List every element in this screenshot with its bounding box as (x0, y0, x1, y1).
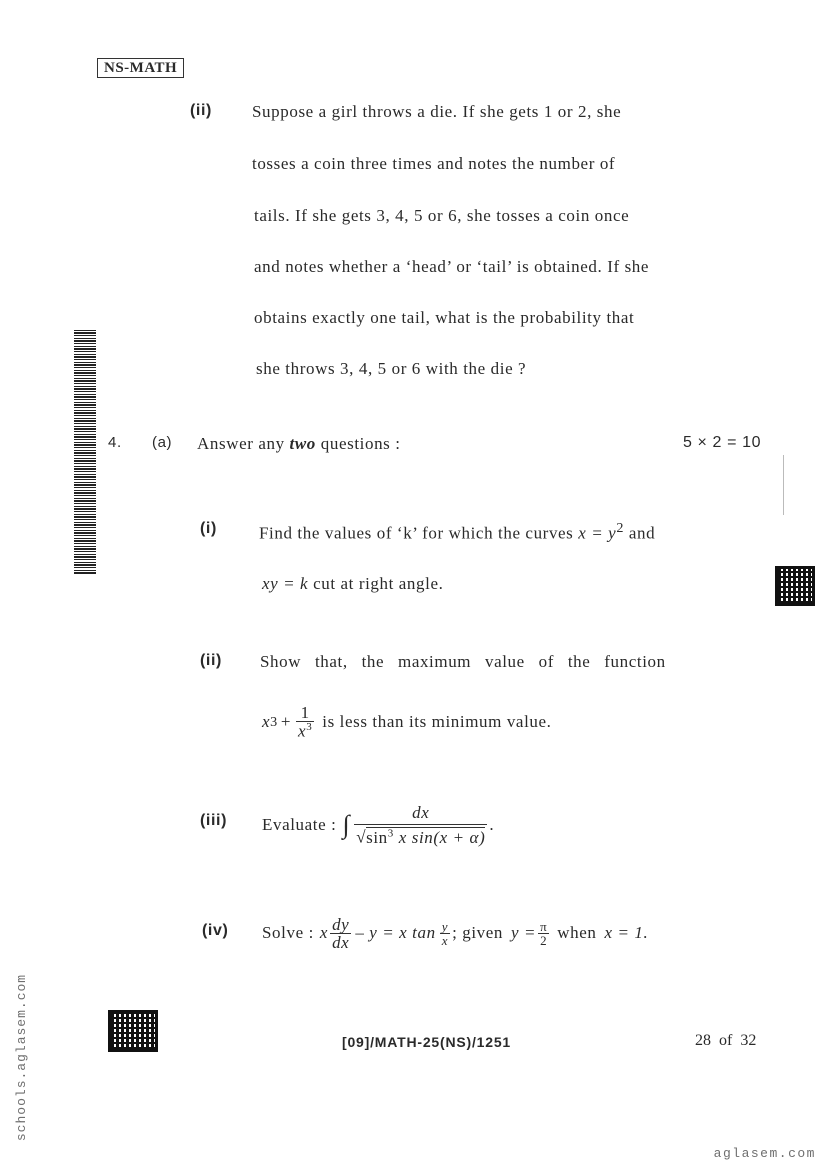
math-expression: x = 1. (604, 923, 649, 942)
math-superscript: 3 (270, 713, 278, 730)
fraction-numerator: dy (332, 914, 350, 934)
item-label: (iii) (200, 812, 227, 829)
page-of: of (719, 1032, 733, 1049)
math-fraction (538, 920, 549, 947)
footer-qr-code-icon (108, 1010, 158, 1052)
item-text-part: and (628, 523, 656, 543)
instruction-emphasis: two (289, 434, 316, 453)
page-number: 28 (695, 1032, 711, 1049)
item-text-part: is less than its minimum value. (322, 712, 552, 731)
item-text-part: ; given (452, 923, 504, 942)
fraction-numerator: dx (354, 804, 487, 825)
item-text (262, 700, 552, 744)
subject-code-box: NS-MATH (97, 58, 184, 78)
math-expression: x (262, 712, 271, 731)
item-label: (i) (200, 520, 217, 537)
item-text-part: Solve : (262, 923, 314, 942)
question-line: she throws 3, 4, 5 or 6 with the die ? (256, 359, 527, 378)
watermark-bottom: aglasem.com (713, 1146, 816, 1161)
math-fraction (330, 916, 351, 951)
item-text (262, 910, 648, 956)
question-label: (ii) (190, 102, 212, 119)
instruction-text: questions : (315, 434, 401, 453)
question-number: 4. (108, 434, 122, 451)
fraction-denominator: x (441, 932, 449, 948)
item-text-part: Evaluate : (262, 815, 337, 834)
fraction-denominator (296, 722, 314, 740)
question-line: tosses a coin three times and notes the number of (252, 154, 616, 173)
marks-allocation: 5 × 2 = 10 (683, 434, 762, 451)
item-text-part: cut at right angle. (313, 574, 444, 593)
math-fraction (296, 704, 314, 740)
fraction-numerator: y (441, 918, 449, 934)
page-indicator (695, 1032, 756, 1050)
item-text (262, 574, 443, 594)
question-part: (a) (152, 434, 173, 451)
math-fraction (440, 920, 450, 947)
item-text (262, 798, 494, 852)
fraction-numerator: 1 (296, 704, 314, 722)
paper-code: [09]/MATH-25(NS)/1251 (342, 1034, 512, 1050)
denominator-text: x sin(x + α) (398, 827, 486, 847)
item-text: Show that, the maximum value of the function (260, 652, 666, 671)
math-expression: – y = x tan (355, 923, 436, 942)
math-expression: y = (511, 923, 537, 942)
item-label: (ii) (200, 652, 222, 669)
math-expression: xy = k (262, 574, 309, 593)
fraction-numerator: π (540, 918, 548, 934)
qr-code-icon (775, 566, 815, 606)
item-label: (iv) (202, 922, 229, 939)
math-superscript: 3 (306, 721, 313, 734)
item-text-part: when (557, 923, 597, 942)
item-text-part: Find the values of ‘k’ for which the curves (259, 523, 574, 543)
integral-sign: ∫ (342, 810, 351, 839)
math-superscript: 3 (387, 827, 394, 840)
math-operator: + (280, 712, 292, 731)
item-text-part: . (489, 815, 495, 834)
question-line: and notes whether a ‘head’ or ‘tail’ is obtained. If she (254, 257, 650, 276)
denominator-text: sin (366, 827, 388, 847)
fraction-denominator: $√\sin^3$ x sin(x + α) (356, 827, 486, 847)
fraction-denominator: 2 (540, 932, 548, 948)
question-line: Suppose a girl throws a die. If she gets 1 or 2, she (252, 102, 622, 121)
watermark-side: schools.aglasem.com (14, 973, 30, 1142)
margin-rule (783, 455, 784, 515)
math-fraction (354, 804, 487, 846)
fraction-denominator: dx (332, 932, 350, 952)
page-total: 32 (740, 1032, 757, 1049)
denominator-base: x (298, 721, 307, 741)
instruction-text: Answer any (197, 434, 290, 453)
question-line: tails. If she gets 3, 4, 5 or 6, she tosses a coin once (254, 206, 630, 225)
side-barcode (74, 330, 96, 575)
math-variable: x (319, 923, 329, 942)
math-expression: x = y (578, 523, 617, 543)
math-superscript: 2 (616, 520, 625, 536)
item-text (259, 520, 655, 544)
question-line: obtains exactly one tail, what is the probability that (254, 308, 635, 327)
question-instruction (197, 434, 401, 454)
